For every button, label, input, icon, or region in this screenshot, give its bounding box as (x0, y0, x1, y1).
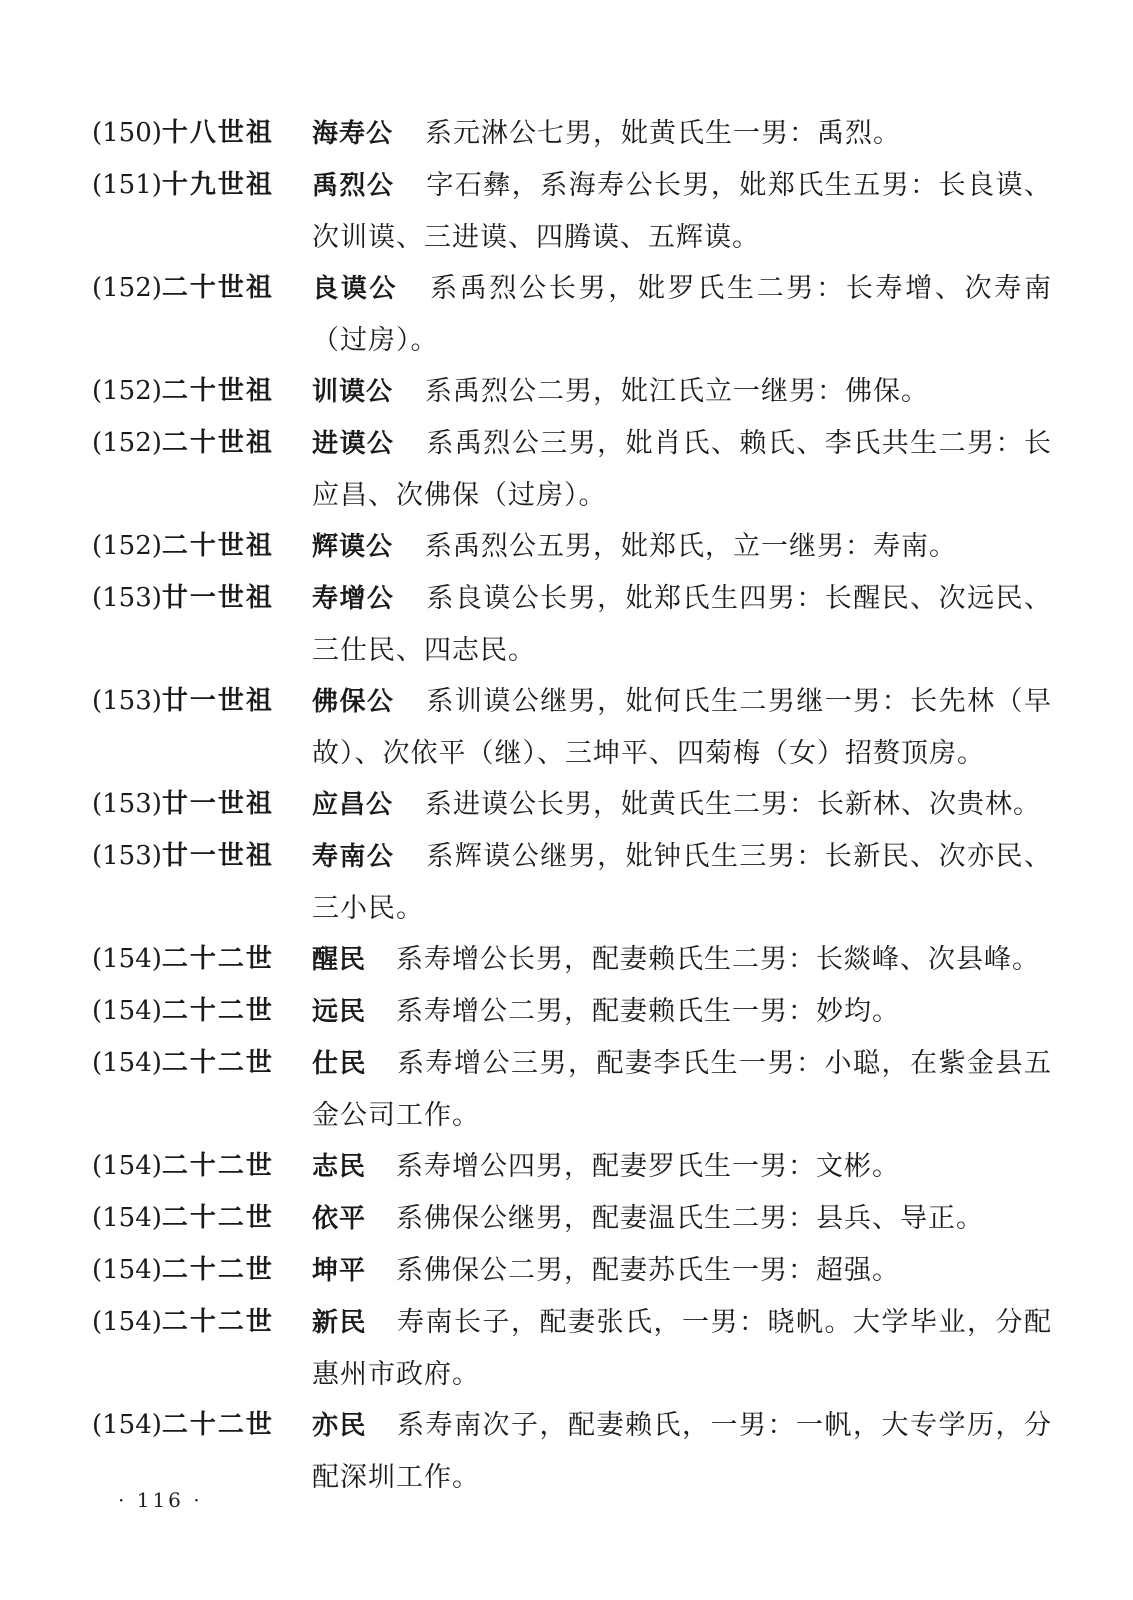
ancestor-name: 坤平 (312, 1256, 367, 1286)
ancestor-name: 良谟公 (312, 274, 399, 304)
ancestor-description: 系禹烈公三男，妣肖氏、赖氏、李氏共生二男：长应昌、次佛保（过房）。 (312, 428, 1052, 511)
entry-content (312, 1400, 1052, 1503)
generation-label (92, 986, 312, 1037)
entry-content (312, 263, 1052, 366)
generation-label (92, 108, 312, 159)
generation-title: 十八世祖 (161, 118, 274, 148)
ancestor-description: 系佛保公二男，配妻苏氏生一男：超强。 (396, 1255, 901, 1286)
genealogy-entry (92, 831, 1052, 934)
generation-label (92, 1141, 312, 1192)
generation-title: 二十二世 (161, 1410, 274, 1440)
genealogy-entry (92, 1193, 1052, 1245)
ancestor-name: 进谟公 (312, 429, 395, 459)
entry-number: (154) (92, 1048, 162, 1078)
genealogy-entry (92, 676, 1052, 779)
generation-label (92, 1193, 312, 1244)
entry-content (312, 1141, 1052, 1193)
entry-content (312, 521, 1052, 573)
generation-title: 廿一世祖 (161, 583, 274, 613)
genealogy-entry (92, 1297, 1052, 1400)
entry-number: (153) (92, 789, 162, 819)
entry-content (312, 779, 1052, 831)
ancestor-name: 训谟公 (312, 377, 394, 407)
generation-label (92, 676, 312, 727)
genealogy-entries (92, 108, 1052, 1503)
entry-content (312, 366, 1052, 418)
generation-label (92, 1038, 312, 1089)
ancestor-name: 远民 (312, 997, 367, 1027)
generation-title: 廿一世祖 (161, 841, 274, 871)
generation-label (92, 366, 312, 417)
ancestor-name: 志民 (312, 1152, 367, 1182)
genealogy-entry (92, 573, 1052, 676)
genealogy-entry (92, 160, 1052, 263)
entry-number: (153) (92, 841, 162, 871)
generation-label (92, 1297, 312, 1348)
ancestor-name: 寿南公 (312, 842, 395, 872)
entry-content (312, 1245, 1052, 1297)
entry-content (312, 108, 1052, 160)
entry-content (312, 160, 1052, 263)
generation-title: 廿一世祖 (161, 789, 274, 819)
generation-title: 十九世祖 (161, 170, 274, 200)
generation-title: 二十世祖 (161, 428, 274, 458)
entry-number: (152) (92, 376, 162, 406)
entry-number: (153) (92, 686, 162, 716)
ancestor-description: 字石彝，系海寿公长男，妣郑氏生五男：长良谟、次训谟、三进谟、四腾谟、五辉谟。 (312, 170, 1052, 253)
entry-number: (153) (92, 583, 162, 613)
entry-number: (150) (92, 118, 162, 148)
ancestor-description: 系训谟公继男，妣何氏生二男继一男：长先林（早故）、次依平（继）、三坤平、四菊梅（女）招赘顶房。 (312, 686, 1052, 769)
generation-label (92, 1245, 312, 1296)
ancestor-name: 依平 (312, 1204, 367, 1234)
ancestor-description: 系寿增公二男，配妻赖氏生一男：妙均。 (396, 996, 901, 1027)
generation-label (92, 1400, 312, 1451)
ancestor-description: 系禹烈公五男，妣郑氏，立一继男：寿南。 (425, 531, 958, 562)
ancestor-description: 系佛保公继男，配妻温氏生二男：县兵、导正。 (396, 1203, 985, 1234)
genealogy-entry (92, 1245, 1052, 1297)
entry-number: (154) (92, 1410, 162, 1440)
generation-label (92, 779, 312, 830)
generation-title: 二十世祖 (161, 273, 274, 303)
ancestor-description: 系禹烈公长男，妣罗氏生二男：长寿增、次寿南（过房）。 (312, 273, 1052, 356)
ancestor-name: 醒民 (312, 945, 367, 975)
genealogy-entry (92, 521, 1052, 573)
page-number: · 116 · (118, 1488, 203, 1512)
generation-title: 廿一世祖 (161, 686, 274, 716)
generation-label (92, 418, 312, 469)
generation-title: 二十世祖 (161, 531, 274, 561)
ancestor-name: 新民 (312, 1308, 367, 1338)
generation-title: 二十二世 (161, 1048, 274, 1078)
ancestor-name: 佛保公 (312, 687, 395, 717)
ancestor-name: 仕民 (312, 1049, 367, 1079)
genealogy-entry (92, 1400, 1052, 1503)
genealogy-entry (92, 263, 1052, 366)
entry-number: (152) (92, 273, 162, 303)
entry-number: (154) (92, 1203, 162, 1233)
entry-content (312, 573, 1052, 676)
ancestor-description: 系禹烈公二男，妣江氏立一继男：佛保。 (425, 376, 930, 407)
ancestor-name: 辉谟公 (312, 532, 394, 562)
ancestor-name: 寿增公 (312, 584, 395, 614)
generation-label (92, 521, 312, 572)
ancestor-name: 亦民 (312, 1411, 367, 1441)
entry-content (312, 676, 1052, 779)
genealogy-entry (92, 1038, 1052, 1141)
genealogy-entry (92, 934, 1052, 986)
ancestor-description: 系良谟公长男，妣郑氏生四男：长醒民、次远民、三仕民、四志民。 (312, 583, 1052, 666)
genealogy-entry (92, 108, 1052, 160)
entry-number: (152) (92, 428, 162, 458)
generation-label (92, 831, 312, 882)
ancestor-name: 禹烈公 (312, 171, 395, 201)
entry-content (312, 1297, 1052, 1400)
ancestor-description: 系寿增公三男，配妻李氏生一男：小聪，在紫金县五金公司工作。 (312, 1048, 1052, 1131)
generation-title: 二十二世 (161, 1307, 274, 1337)
ancestor-description: 系寿增公长男，配妻赖氏生二男：长燚峰、次县峰。 (396, 944, 1041, 975)
generation-label (92, 263, 312, 314)
entry-number: (154) (92, 944, 162, 974)
generation-title: 二十二世 (161, 1255, 274, 1285)
generation-label (92, 573, 312, 624)
generation-title: 二十二世 (161, 996, 274, 1026)
ancestor-description: 系辉谟公继男，妣钟氏生三男：长新民、次亦民、三小民。 (312, 841, 1052, 924)
generation-title: 二十二世 (161, 944, 274, 974)
ancestor-description: 系寿南次子，配妻赖氏，一男：一帆，大专学历，分配深圳工作。 (312, 1410, 1052, 1493)
ancestor-description: 系寿增公四男，配妻罗氏生一男：文彬。 (396, 1151, 901, 1182)
genealogy-entry (92, 1141, 1052, 1193)
entry-content (312, 986, 1052, 1038)
ancestor-description: 系元淋公七男，妣黄氏生一男：禹烈。 (425, 118, 902, 149)
entry-content (312, 1193, 1052, 1245)
generation-label (92, 934, 312, 985)
entry-number: (154) (92, 996, 162, 1026)
entry-number: (151) (92, 170, 162, 200)
genealogy-entry (92, 986, 1052, 1038)
generation-title: 二十二世 (161, 1203, 274, 1233)
generation-title: 二十二世 (161, 1151, 274, 1181)
entry-number: (154) (92, 1151, 162, 1181)
ancestor-description: 系进谟公长男，妣黄氏生二男：长新林、次贵林。 (425, 789, 1042, 820)
entry-number: (154) (92, 1255, 162, 1285)
genealogy-entry (92, 779, 1052, 831)
entry-content (312, 1038, 1052, 1141)
ancestor-name: 应昌公 (312, 790, 394, 820)
entry-number: (154) (92, 1307, 162, 1337)
entry-number: (152) (92, 531, 162, 561)
generation-title: 二十世祖 (161, 376, 274, 406)
ancestor-description: 寿南长子，配妻张氏，一男：晓帆。大学毕业，分配惠州市政府。 (312, 1307, 1052, 1390)
generation-label (92, 160, 312, 211)
ancestor-name: 海寿公 (312, 119, 394, 149)
genealogy-entry (92, 418, 1052, 521)
entry-content (312, 831, 1052, 934)
entry-content (312, 418, 1052, 521)
genealogy-entry (92, 366, 1052, 418)
entry-content (312, 934, 1052, 986)
